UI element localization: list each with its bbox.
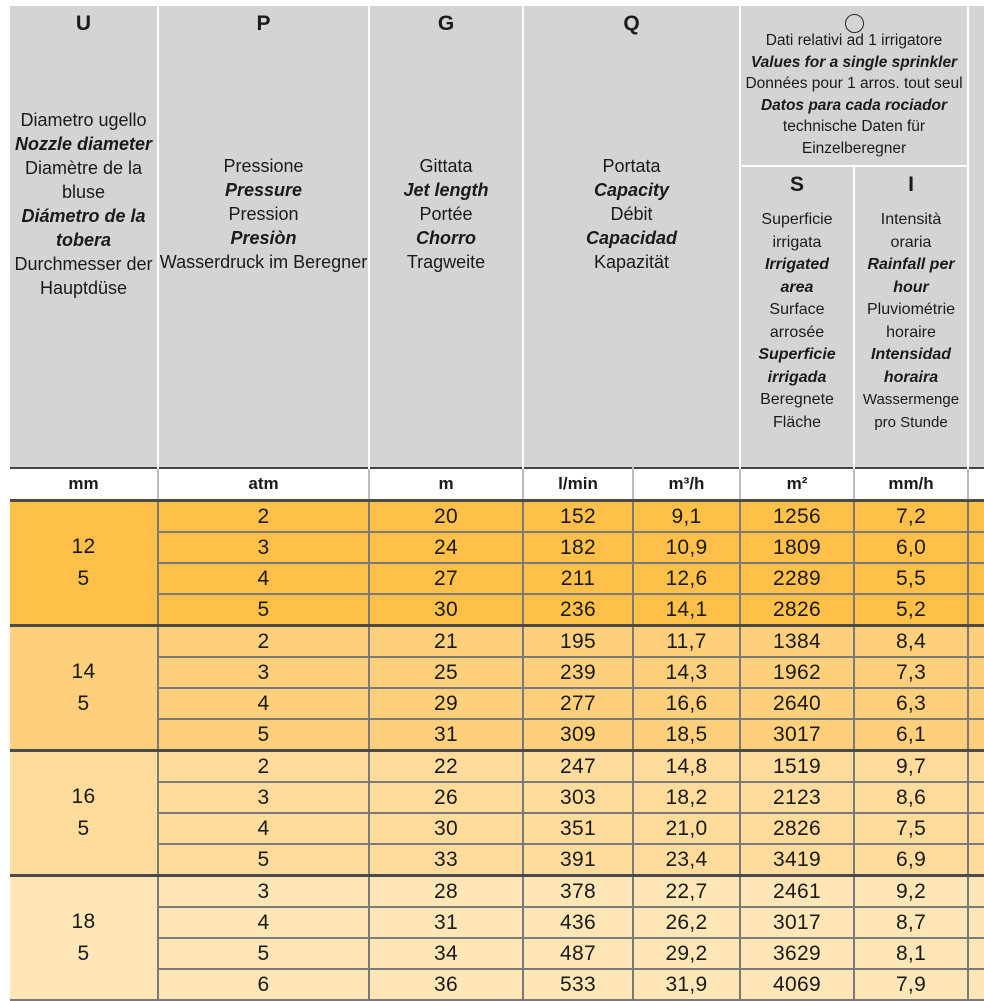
cutoff-cell <box>968 844 984 876</box>
nozzle-diameter-cell <box>10 626 158 751</box>
table-row <box>10 501 984 533</box>
header-letter-p: P <box>256 12 271 35</box>
single-label-it: Dati relativi ad 1 irrigatore <box>765 32 943 49</box>
cutoff-cell <box>968 751 984 783</box>
jet-label-de: Tragweite <box>406 252 486 272</box>
header-letter-g: G <box>437 12 455 35</box>
capacity-lmin-cell: 436 <box>523 907 633 938</box>
header-letter-u: U <box>75 12 92 35</box>
pressure-cell: 6 <box>158 969 369 1000</box>
unit-m3h: m³/h <box>633 468 740 501</box>
capacity-label-it: Portata <box>602 156 661 176</box>
irrigated-area-cell: 2289 <box>740 563 854 594</box>
jet-length-cell: 26 <box>369 782 523 813</box>
nozzle-label-it: Diametro ugello <box>20 110 147 130</box>
pressure-cell: 4 <box>158 563 369 594</box>
pressure-cell: 5 <box>158 719 369 751</box>
rainfall-label-de: Wassermenge pro Stunde <box>862 391 960 431</box>
cutoff-cell <box>968 938 984 969</box>
capacity-lmin-cell: 236 <box>523 594 633 626</box>
data-body <box>10 501 984 1001</box>
irrigated-area-cell: 3017 <box>740 907 854 938</box>
capacity-label-es: Capacidad <box>585 228 678 248</box>
nozzle-label-de: Durchmesser der Hauptdüse <box>14 254 153 298</box>
nozzle-diameter-value: 5 <box>77 942 90 965</box>
rainfall-cell: 7,3 <box>854 657 968 688</box>
pressure-cell: 5 <box>158 594 369 626</box>
rainfall-cell: 8,1 <box>854 938 968 969</box>
jet-length-cell: 31 <box>369 719 523 751</box>
nozzle-label-fr: Diamètre de la bluse <box>24 158 143 202</box>
capacity-m3h-cell: 9,1 <box>633 501 740 533</box>
capacity-m3h-cell: 16,6 <box>633 688 740 719</box>
pressure-label-it: Pressione <box>223 156 304 176</box>
irrigated-area-cell: 2826 <box>740 594 854 626</box>
table-row <box>10 751 984 783</box>
nozzle-diameter-value: 16 <box>71 785 96 808</box>
unit-mmh: mm/h <box>854 468 968 501</box>
cutoff-cell <box>968 657 984 688</box>
jet-length-cell: 21 <box>369 626 523 658</box>
capacity-m3h-cell: 31,9 <box>633 969 740 1000</box>
capacity-m3h-cell: 14,3 <box>633 657 740 688</box>
capacity-lmin-cell: 152 <box>523 501 633 533</box>
irrigated-area-cell: 1256 <box>740 501 854 533</box>
jet-label-es: Chorro <box>416 228 476 248</box>
capacity-lmin-cell: 247 <box>523 751 633 783</box>
cutoff-cell <box>968 501 984 533</box>
rainfall-cell: 6,0 <box>854 532 968 563</box>
jet-length-cell: 20 <box>369 501 523 533</box>
rainfall-cell: 6,3 <box>854 688 968 719</box>
pressure-label-de: Wasserdruck im Beregner <box>159 252 368 272</box>
table-row <box>10 626 984 658</box>
irrigated-area-cell: 1962 <box>740 657 854 688</box>
capacity-lmin-cell: 239 <box>523 657 633 688</box>
irrigated-area-cell: 4069 <box>740 969 854 1000</box>
area-label-es: Superficie irrigada <box>758 346 836 386</box>
jet-length-cell: 30 <box>369 813 523 844</box>
capacity-lmin-cell: 211 <box>523 563 633 594</box>
pressure-cell: 5 <box>158 938 369 969</box>
capacity-lmin-cell: 378 <box>523 876 633 908</box>
unit-m2: m² <box>740 468 854 501</box>
capacity-lmin-cell: 277 <box>523 688 633 719</box>
header-letter-i: I <box>908 173 914 196</box>
pressure-cell: 3 <box>158 657 369 688</box>
cutoff-cell <box>968 876 984 908</box>
capacity-m3h-cell: 23,4 <box>633 844 740 876</box>
nozzle-diameter-value: 18 <box>71 910 96 933</box>
unit-atm: atm <box>158 468 369 501</box>
header-cutoff-column <box>968 6 984 468</box>
rainfall-cell: 5,5 <box>854 563 968 594</box>
jet-length-cell: 24 <box>369 532 523 563</box>
pressure-cell: 4 <box>158 907 369 938</box>
cutoff-cell <box>968 594 984 626</box>
jet-length-cell: 33 <box>369 844 523 876</box>
nozzle-diameter-cell <box>10 501 158 626</box>
jet-length-cell: 27 <box>369 563 523 594</box>
jet-length-cell: 29 <box>369 688 523 719</box>
pressure-label-es: Presiòn <box>230 228 297 248</box>
header-jet-length <box>369 6 523 468</box>
header-letter-q: Q <box>623 12 640 35</box>
jet-label-it: Gittata <box>419 156 473 176</box>
capacity-m3h-cell: 29,2 <box>633 938 740 969</box>
capacity-label-en: Capacity <box>593 180 670 200</box>
rainfall-label-es: Intensidad horaira <box>871 346 952 386</box>
rainfall-cell: 8,6 <box>854 782 968 813</box>
pressure-cell: 4 <box>158 813 369 844</box>
jet-label-en: Jet length <box>403 180 489 200</box>
nozzle-diameter-value: 5 <box>77 692 90 715</box>
capacity-m3h-cell: 10,9 <box>633 532 740 563</box>
capacity-m3h-cell: 11,7 <box>633 626 740 658</box>
nozzle-label-en: Nozzle diameter <box>14 134 153 154</box>
rainfall-label-it: Intensità oraria <box>880 211 942 251</box>
cutoff-cell <box>968 563 984 594</box>
cutoff-cell <box>968 907 984 938</box>
irrigated-area-cell: 3629 <box>740 938 854 969</box>
jet-length-cell: 25 <box>369 657 523 688</box>
irrigated-area-cell: 3017 <box>740 719 854 751</box>
capacity-m3h-cell: 21,0 <box>633 813 740 844</box>
jet-length-cell: 30 <box>369 594 523 626</box>
capacity-lmin-cell: 351 <box>523 813 633 844</box>
nozzle-diameter-value: 5 <box>77 817 90 840</box>
rainfall-cell: 6,1 <box>854 719 968 751</box>
capacity-lmin-cell: 487 <box>523 938 633 969</box>
single-label-de: technische Daten für Einzelberegner <box>782 118 926 157</box>
capacity-m3h-cell: 18,2 <box>633 782 740 813</box>
rainfall-cell: 6,9 <box>854 844 968 876</box>
units-row <box>10 468 984 501</box>
capacity-m3h-cell: 14,1 <box>633 594 740 626</box>
irrigated-area-cell: 1809 <box>740 532 854 563</box>
single-label-es: Datos para cada rociador <box>760 96 948 114</box>
rainfall-cell: 7,2 <box>854 501 968 533</box>
nozzle-label-es: Diámetro de la tobera <box>21 206 146 250</box>
sprinkler-performance-table-wrapper <box>10 6 984 1001</box>
jet-length-cell: 36 <box>369 969 523 1000</box>
jet-length-cell: 22 <box>369 751 523 783</box>
header-irrigated-area <box>740 166 854 468</box>
rainfall-cell: 5,2 <box>854 594 968 626</box>
unit-mm: mm <box>10 468 158 501</box>
table-row <box>10 876 984 908</box>
rainfall-cell: 7,9 <box>854 969 968 1000</box>
irrigated-area-cell: 3419 <box>740 844 854 876</box>
capacity-m3h-cell: 22,7 <box>633 876 740 908</box>
capacity-lmin-cell: 195 <box>523 626 633 658</box>
irrigated-area-cell: 2461 <box>740 876 854 908</box>
pressure-cell: 2 <box>158 751 369 783</box>
sprinkler-performance-table <box>10 6 984 1001</box>
capacity-label-fr: Débit <box>610 204 653 224</box>
unit-m: m <box>369 468 523 501</box>
area-label-it: Superficie irrigata <box>761 211 833 251</box>
header-single-sprinkler <box>740 6 968 166</box>
rainfall-cell: 8,4 <box>854 626 968 658</box>
capacity-m3h-cell: 14,8 <box>633 751 740 783</box>
single-label-fr: Données pour 1 arros. tout seul <box>745 75 963 92</box>
capacity-lmin-cell: 309 <box>523 719 633 751</box>
pressure-cell: 4 <box>158 688 369 719</box>
pressure-cell: 3 <box>158 782 369 813</box>
irrigated-area-cell: 2640 <box>740 688 854 719</box>
irrigated-area-cell: 2826 <box>740 813 854 844</box>
rainfall-label-en: Rainfall per hour <box>867 256 955 296</box>
single-label-en: Values for a single sprinkler <box>750 53 958 71</box>
cutoff-cell <box>968 626 984 658</box>
nozzle-diameter-value: 12 <box>71 535 96 558</box>
capacity-m3h-cell: 12,6 <box>633 563 740 594</box>
cutoff-cell <box>968 532 984 563</box>
rainfall-cell: 7,5 <box>854 813 968 844</box>
pressure-label-fr: Pression <box>228 204 299 224</box>
cutoff-cell <box>968 813 984 844</box>
area-label-fr: Surface arrosée <box>769 301 825 341</box>
irrigated-area-cell: 1384 <box>740 626 854 658</box>
header-nozzle-diameter <box>10 6 158 468</box>
nozzle-diameter-value: 14 <box>71 660 96 683</box>
area-label-de: Beregnete Fläche <box>760 391 834 431</box>
cutoff-cell <box>968 782 984 813</box>
unit-lmin: l/min <box>523 468 633 501</box>
header-pressure <box>158 6 369 468</box>
area-label-en: Irrigated area <box>764 256 829 296</box>
jet-label-fr: Portée <box>419 204 473 224</box>
pressure-cell: 3 <box>158 876 369 908</box>
jet-length-cell: 34 <box>369 938 523 969</box>
jet-length-cell: 31 <box>369 907 523 938</box>
rainfall-cell: 9,7 <box>854 751 968 783</box>
capacity-lmin-cell: 533 <box>523 969 633 1000</box>
nozzle-diameter-value: 5 <box>77 567 90 590</box>
cutoff-cell <box>968 969 984 1000</box>
capacity-lmin-cell: 391 <box>523 844 633 876</box>
capacity-m3h-cell: 18,5 <box>633 719 740 751</box>
nozzle-diameter-cell <box>10 876 158 1001</box>
pressure-label-en: Pressure <box>224 180 303 200</box>
capacity-lmin-cell: 303 <box>523 782 633 813</box>
header-letter-s: S <box>789 173 804 196</box>
rainfall-cell: 9,2 <box>854 876 968 908</box>
pressure-cell: 2 <box>158 626 369 658</box>
irrigated-area-cell: 1519 <box>740 751 854 783</box>
capacity-lmin-cell: 182 <box>523 532 633 563</box>
cutoff-cell <box>968 719 984 751</box>
nozzle-diameter-cell <box>10 751 158 876</box>
jet-length-cell: 28 <box>369 876 523 908</box>
pressure-cell: 5 <box>158 844 369 876</box>
pressure-cell: 2 <box>158 501 369 533</box>
header-capacity <box>523 6 740 468</box>
capacity-label-de: Kapazität <box>593 252 670 272</box>
rainfall-label-fr: Pluviométrie horaire <box>866 301 956 341</box>
cutoff-cell <box>968 688 984 719</box>
unit-cutoff <box>968 468 984 501</box>
irrigated-area-cell: 2123 <box>740 782 854 813</box>
header-rainfall-per-hour <box>854 166 968 468</box>
capacity-m3h-cell: 26,2 <box>633 907 740 938</box>
rainfall-cell: 8,7 <box>854 907 968 938</box>
pressure-cell: 3 <box>158 532 369 563</box>
